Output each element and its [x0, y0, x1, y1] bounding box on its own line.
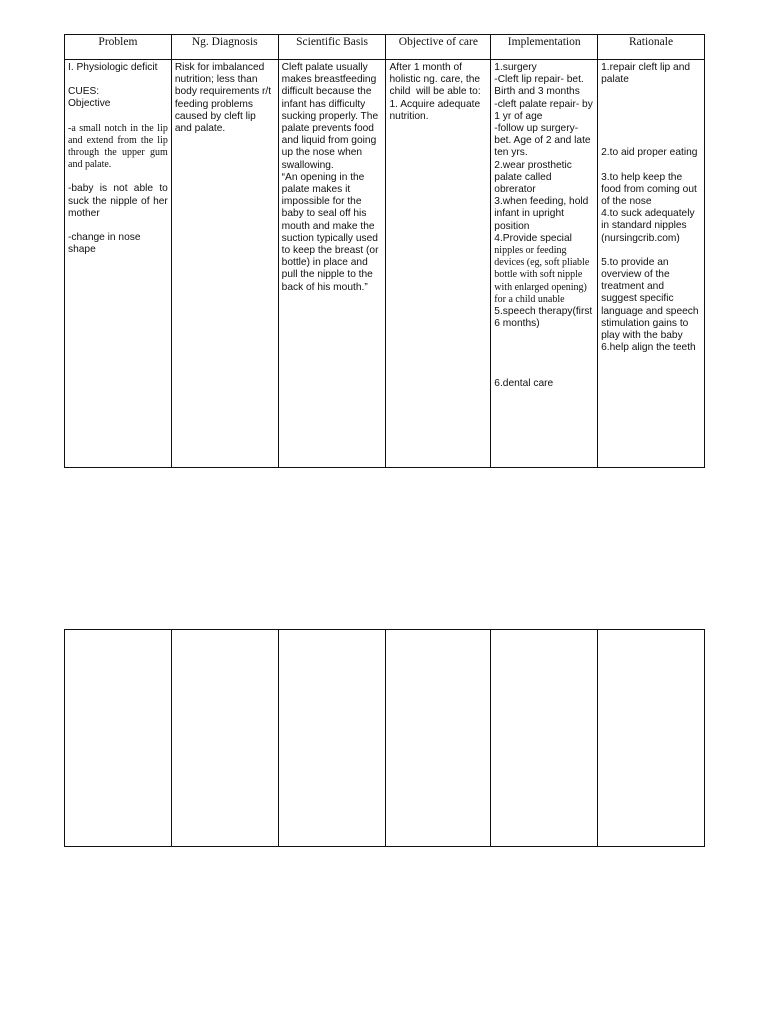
empty-cell — [598, 630, 705, 847]
rationale-cell — [598, 60, 705, 468]
rationale-3-4: 3.to help keep the food from coming out of the nose 4.to suck adequately in standard nipples (nursingcrib.com) — [601, 171, 697, 244]
header-ng-diagnosis: Ng. Diagnosis — [171, 35, 278, 60]
rationale-1: 1.repair cleft lip and palate — [601, 62, 693, 86]
empty-cell — [278, 630, 386, 847]
cue-suck: -baby is not able to suck the nipple of her mother — [68, 183, 171, 219]
rationale-2: 2.to aid proper eating — [601, 147, 698, 159]
empty-cell — [386, 630, 491, 847]
scientific-basis-text: Cleft palate usually makes breastfeeding difficult because the infant has difficulty sucking properly. The palate prevents food and liquid from going up the nose when swallowing. — [281, 62, 381, 171]
header-scientific-basis: Scientific Basis — [278, 35, 386, 60]
implementation-cell — [491, 60, 598, 468]
cue-notch: -a small notch in the lip and extend from the lip through the upper gum and palate. — [68, 122, 171, 171]
scientific-basis-quote: “An opening in the palate makes it impossible for the baby to seal off his mouth and make the suction typically used to keep the breast (or bottle) in place and pull the nipple to the back of his mouth.” — [281, 171, 382, 293]
problem-title: I. Physiologic deficit — [68, 62, 158, 73]
care-plan-row — [65, 60, 705, 468]
problem-cell — [65, 60, 172, 468]
nursing-care-plan-table — [64, 34, 705, 468]
scientific-basis-cell — [278, 60, 386, 468]
diagnosis-text: Risk for imbalanced nutrition; less than body requirements r/t feeding problems caused by cleft lip and palate. — [174, 62, 274, 135]
objective-cell — [386, 60, 491, 468]
empty-care-plan-table — [64, 629, 705, 847]
rationale-5-6: 5.to provide an overview of the treatment and suggest specific language and speech stimulation gains to play with the baby 6.help align the teeth — [601, 256, 699, 354]
cue-nose: -change in nose shape — [68, 232, 144, 256]
implementation-dental: 6.dental care — [494, 378, 554, 390]
implementation-steps: 1.surgery -Cleft lip repair- bet. Birth and 3 months -cleft palate repair- by 1 yr of age -follow up surgery- bet. Age of 2 and late ten yrs. 2.wear prosthetic palate called obrerator 3.when feeding, hold infant in upright position 4.Provide special — [494, 62, 593, 244]
empty-cell — [65, 630, 172, 847]
header-implementation: Implementation — [491, 35, 598, 60]
implementation-speech: 5.speech therapy(first 6 months) — [494, 306, 596, 330]
objective-text: After 1 month of holistic ng. care, the child will be able to: 1. Acquire adequate nutrition. — [389, 62, 481, 122]
implementation-feeding-devices: nipples or feeding devices (eg, soft pliable bottle with soft nipple with enlarged opening) for a child unable — [494, 245, 592, 305]
empty-row — [65, 630, 705, 847]
header-problem: Problem — [65, 35, 172, 60]
empty-cell — [171, 630, 278, 847]
header-rationale: Rationale — [598, 35, 705, 60]
empty-cell — [491, 630, 598, 847]
diagnosis-cell — [171, 60, 278, 468]
objective-label: Objective — [68, 98, 111, 110]
header-row — [65, 35, 705, 60]
cues-label: CUES: — [68, 86, 100, 98]
header-objective-of-care: Objective of care — [386, 35, 491, 60]
